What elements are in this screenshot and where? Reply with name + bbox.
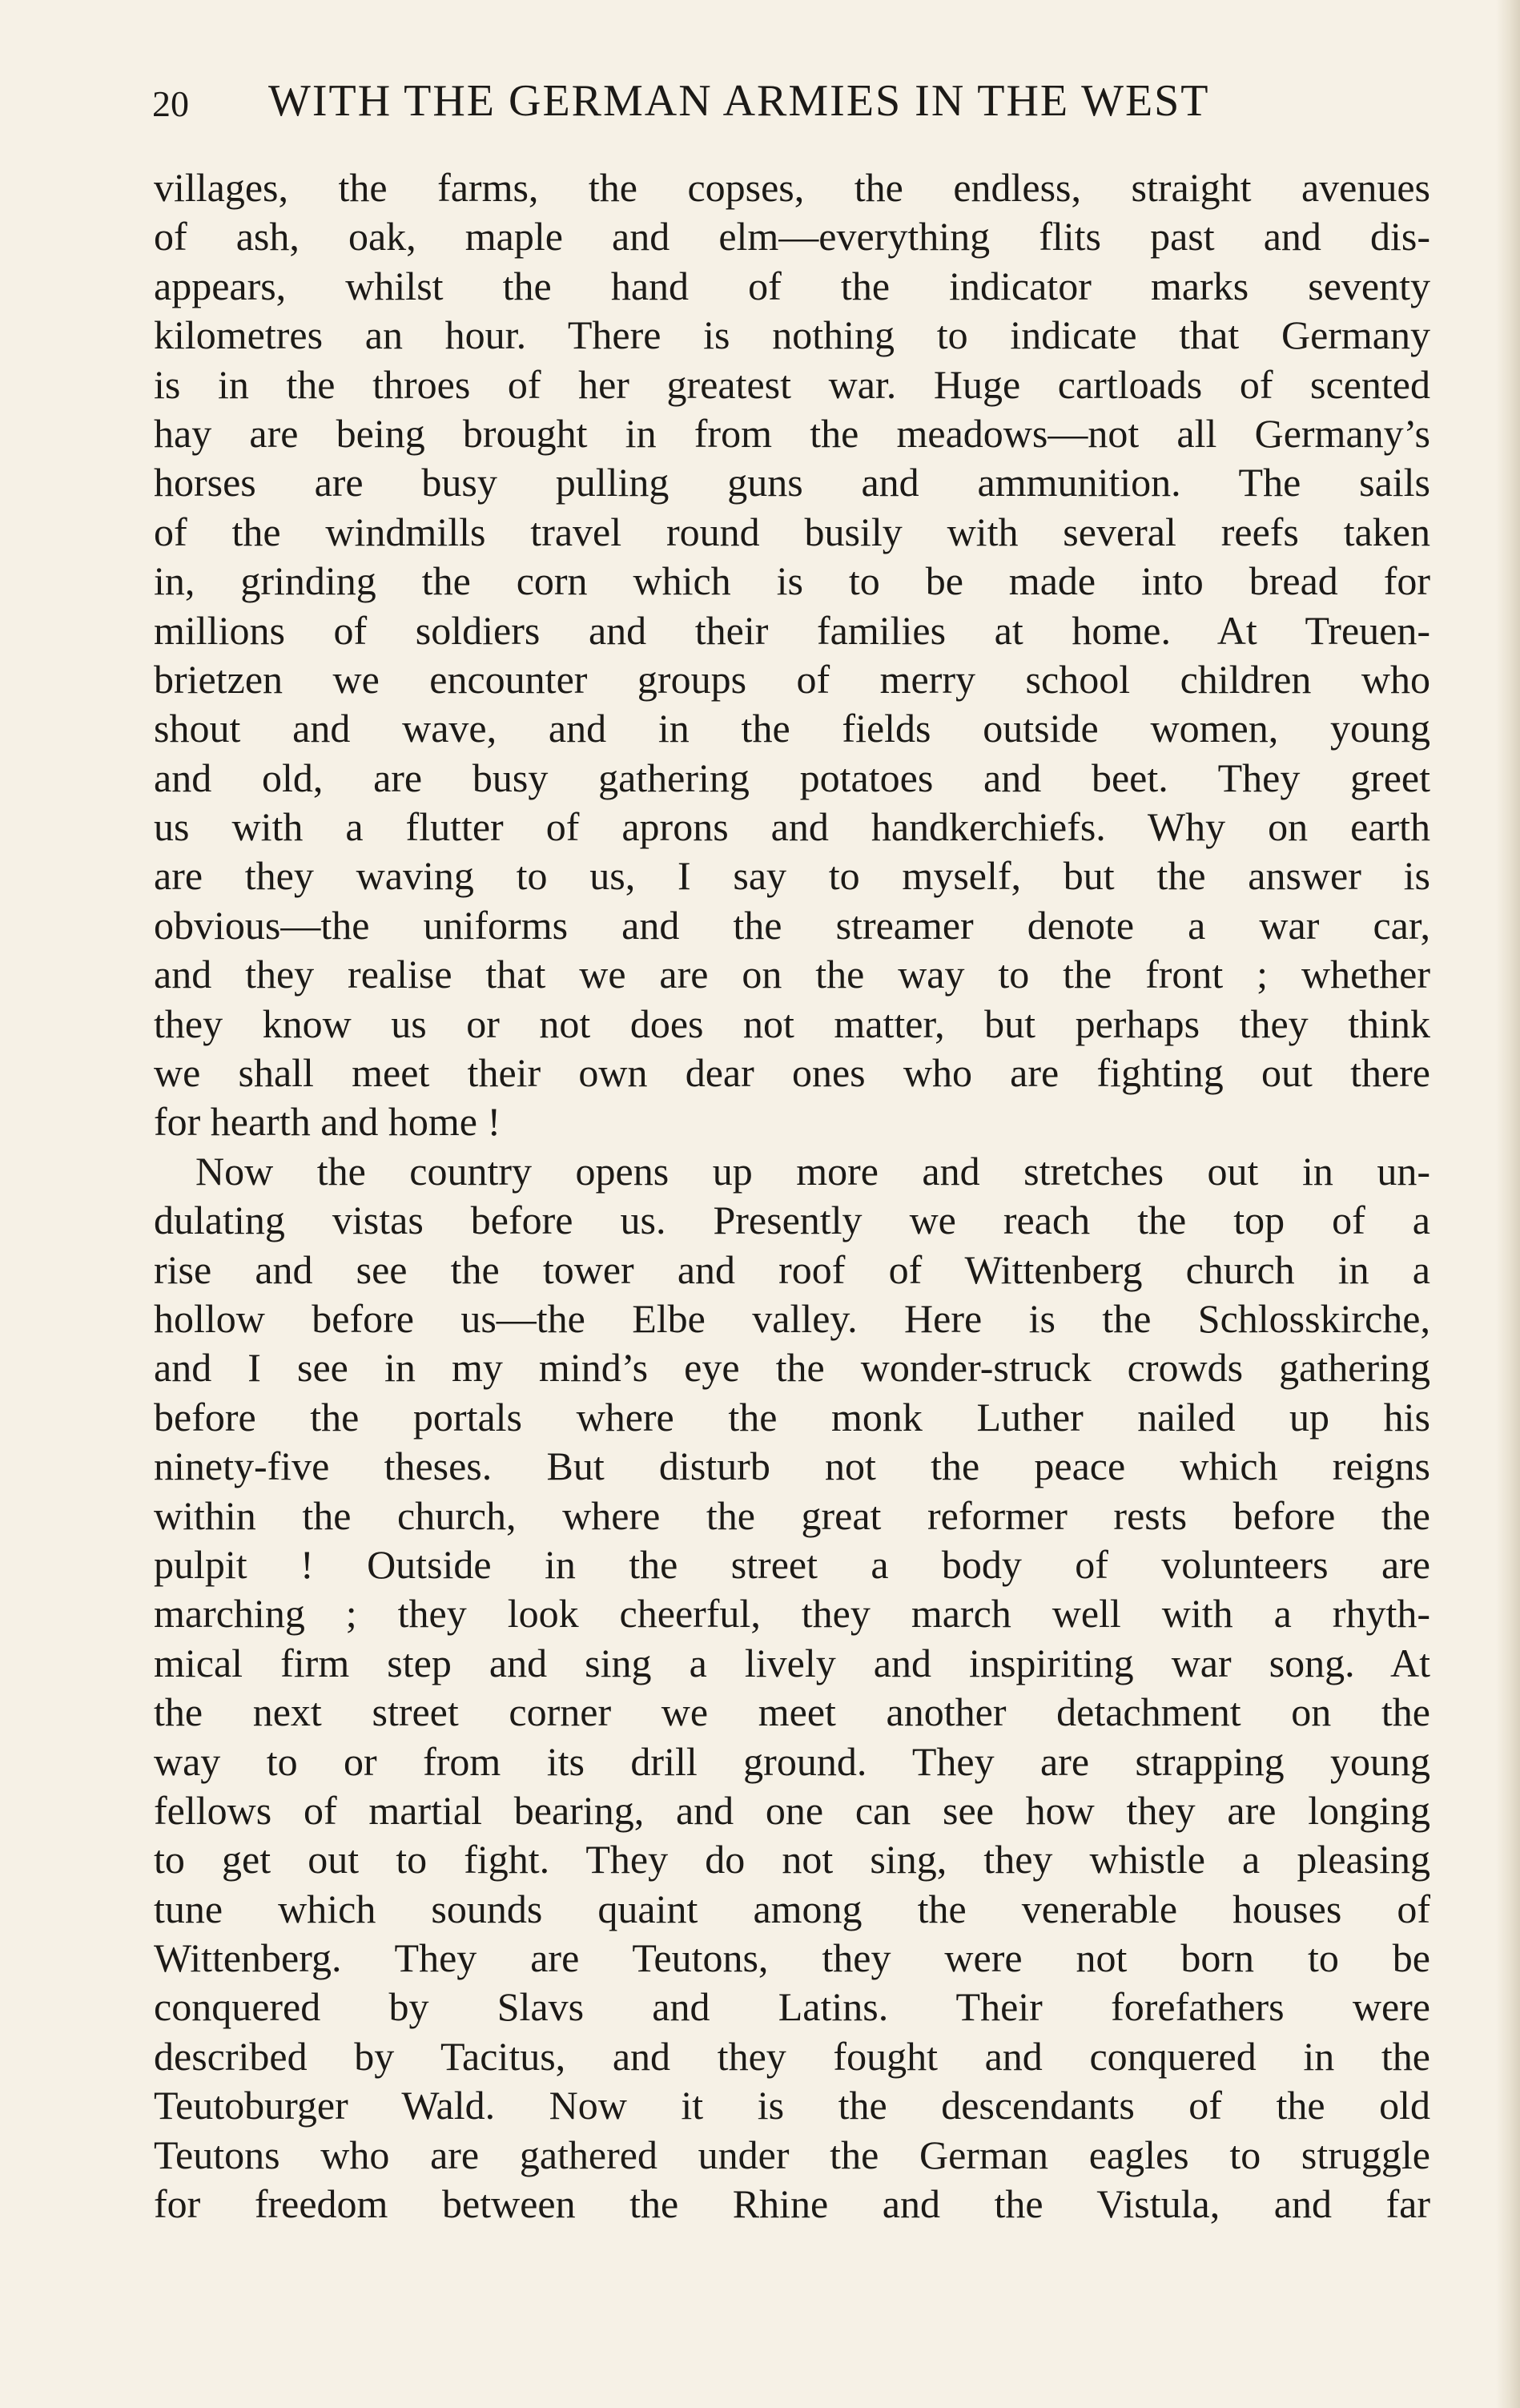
paragraph xyxy=(154,1147,1430,2229)
text-line: and I see in my mind’s eye the wonder-struck crowds gathering xyxy=(154,1345,1430,1391)
text-line: ninety-five theses. But disturb not the peace which reigns xyxy=(154,1444,1430,1489)
text-line: conquered by Slavs and Latins. Their forefathers were xyxy=(154,1984,1430,2030)
text-line: rise and see the tower and roof of Wittenberg church in a xyxy=(154,1246,1430,1292)
text-line: within the church, where the great reformer rests before the xyxy=(154,1492,1430,1538)
text-line: Wittenberg. They are Teutons, they were not born to be xyxy=(154,1935,1430,1981)
text-line: fellows of martial bearing, and one can see how they are longing xyxy=(154,1787,1430,1833)
text-line: Teutons who are gathered under the German eagles to struggle xyxy=(154,2132,1430,2177)
text-line: marching ; they look cheerful, they march well with a rhyth- xyxy=(154,1591,1430,1637)
text-line: Now the country opens up more and stretches out in un- xyxy=(195,1148,1430,1194)
text-line: pulpit ! Outside in the street a body of volunteers are xyxy=(154,1541,1430,1587)
text-line: tune which sounds quaint among the venerable houses of xyxy=(154,1886,1430,1931)
text-line: hollow before us—the Elbe valley. Here is the Schlosskirche, xyxy=(154,1295,1430,1341)
text-line: are they waving to us, I say to myself, but the answer is xyxy=(154,853,1430,899)
text-line: is in the throes of her greatest war. Huge cartloads of scented xyxy=(154,361,1430,407)
text-line: millions of soldiers and their families at home. At Treuen- xyxy=(154,607,1430,653)
text-line: of the windmills travel round busily with several reefs taken xyxy=(154,509,1430,554)
text-line: before the portals where the monk Luther nailed up his xyxy=(154,1394,1430,1440)
text-line: mical firm step and sing a lively and inspiriting war song. At xyxy=(154,1640,1430,1685)
text-line: and they realise that we are on the way to the front ; whether xyxy=(154,952,1430,997)
text-line: hay are being brought in from the meadows—not all Germany’s xyxy=(154,410,1430,456)
running-title: WITH THE GERMAN ARMIES IN THE WEST xyxy=(268,76,1210,126)
text-line: described by Tacitus, and they fought and conquered in the xyxy=(154,2033,1430,2079)
paragraph xyxy=(154,163,1430,1147)
text-line: we shall meet their own dear ones who are fighting out there xyxy=(154,1050,1430,1096)
text-line: us with a flutter of aprons and handkerchiefs. Why on earth xyxy=(154,804,1430,850)
text-line: horses are busy pulling guns and ammunition. The sails xyxy=(154,460,1430,505)
text-line: kilometres an hour. There is nothing to indicate that Germany xyxy=(154,312,1430,358)
text-line: way to or from its drill ground. They are strapping young xyxy=(154,1738,1430,1784)
text-line: to get out to fight. They do not sing, they whistle a pleasing xyxy=(154,1837,1430,1883)
text-line: for freedom between the Rhine and the Vistula, and far xyxy=(154,2181,1430,2227)
text-line: of ash, oak, maple and elm—everything flits past and dis- xyxy=(154,214,1430,260)
text-line: dulating vistas before us. Presently we reach the top of a xyxy=(154,1198,1430,1243)
text-line: brietzen we encounter groups of merry school children who xyxy=(154,656,1430,702)
text-line: obvious—the uniforms and the streamer denote a war car, xyxy=(154,902,1430,948)
text-line: villages, the farms, the copses, the endless, straight avenues xyxy=(154,165,1430,210)
text-line: Teutoburger Wald. Now it is the descendants of the old xyxy=(154,2083,1430,2128)
page-number: 20 xyxy=(152,83,189,124)
text-line: the next street corner we meet another detachment on the xyxy=(154,1689,1430,1735)
text-line: for hearth and home ! xyxy=(154,1099,501,1145)
text-line: and old, are busy gathering potatoes and beet. They greet xyxy=(154,755,1430,800)
text-line: shout and wave, and in the fields outside women, young xyxy=(154,706,1430,751)
text-line: appears, whilst the hand of the indicator marks seventy xyxy=(154,263,1430,308)
body-text xyxy=(154,163,1430,2229)
page-spine-shadow xyxy=(1496,0,1520,2408)
text-line: in, grinding the corn which is to be made into bread for xyxy=(154,558,1430,604)
text-line: they know us or not does not matter, but perhaps they think xyxy=(154,1001,1430,1046)
page-header xyxy=(152,74,1434,130)
